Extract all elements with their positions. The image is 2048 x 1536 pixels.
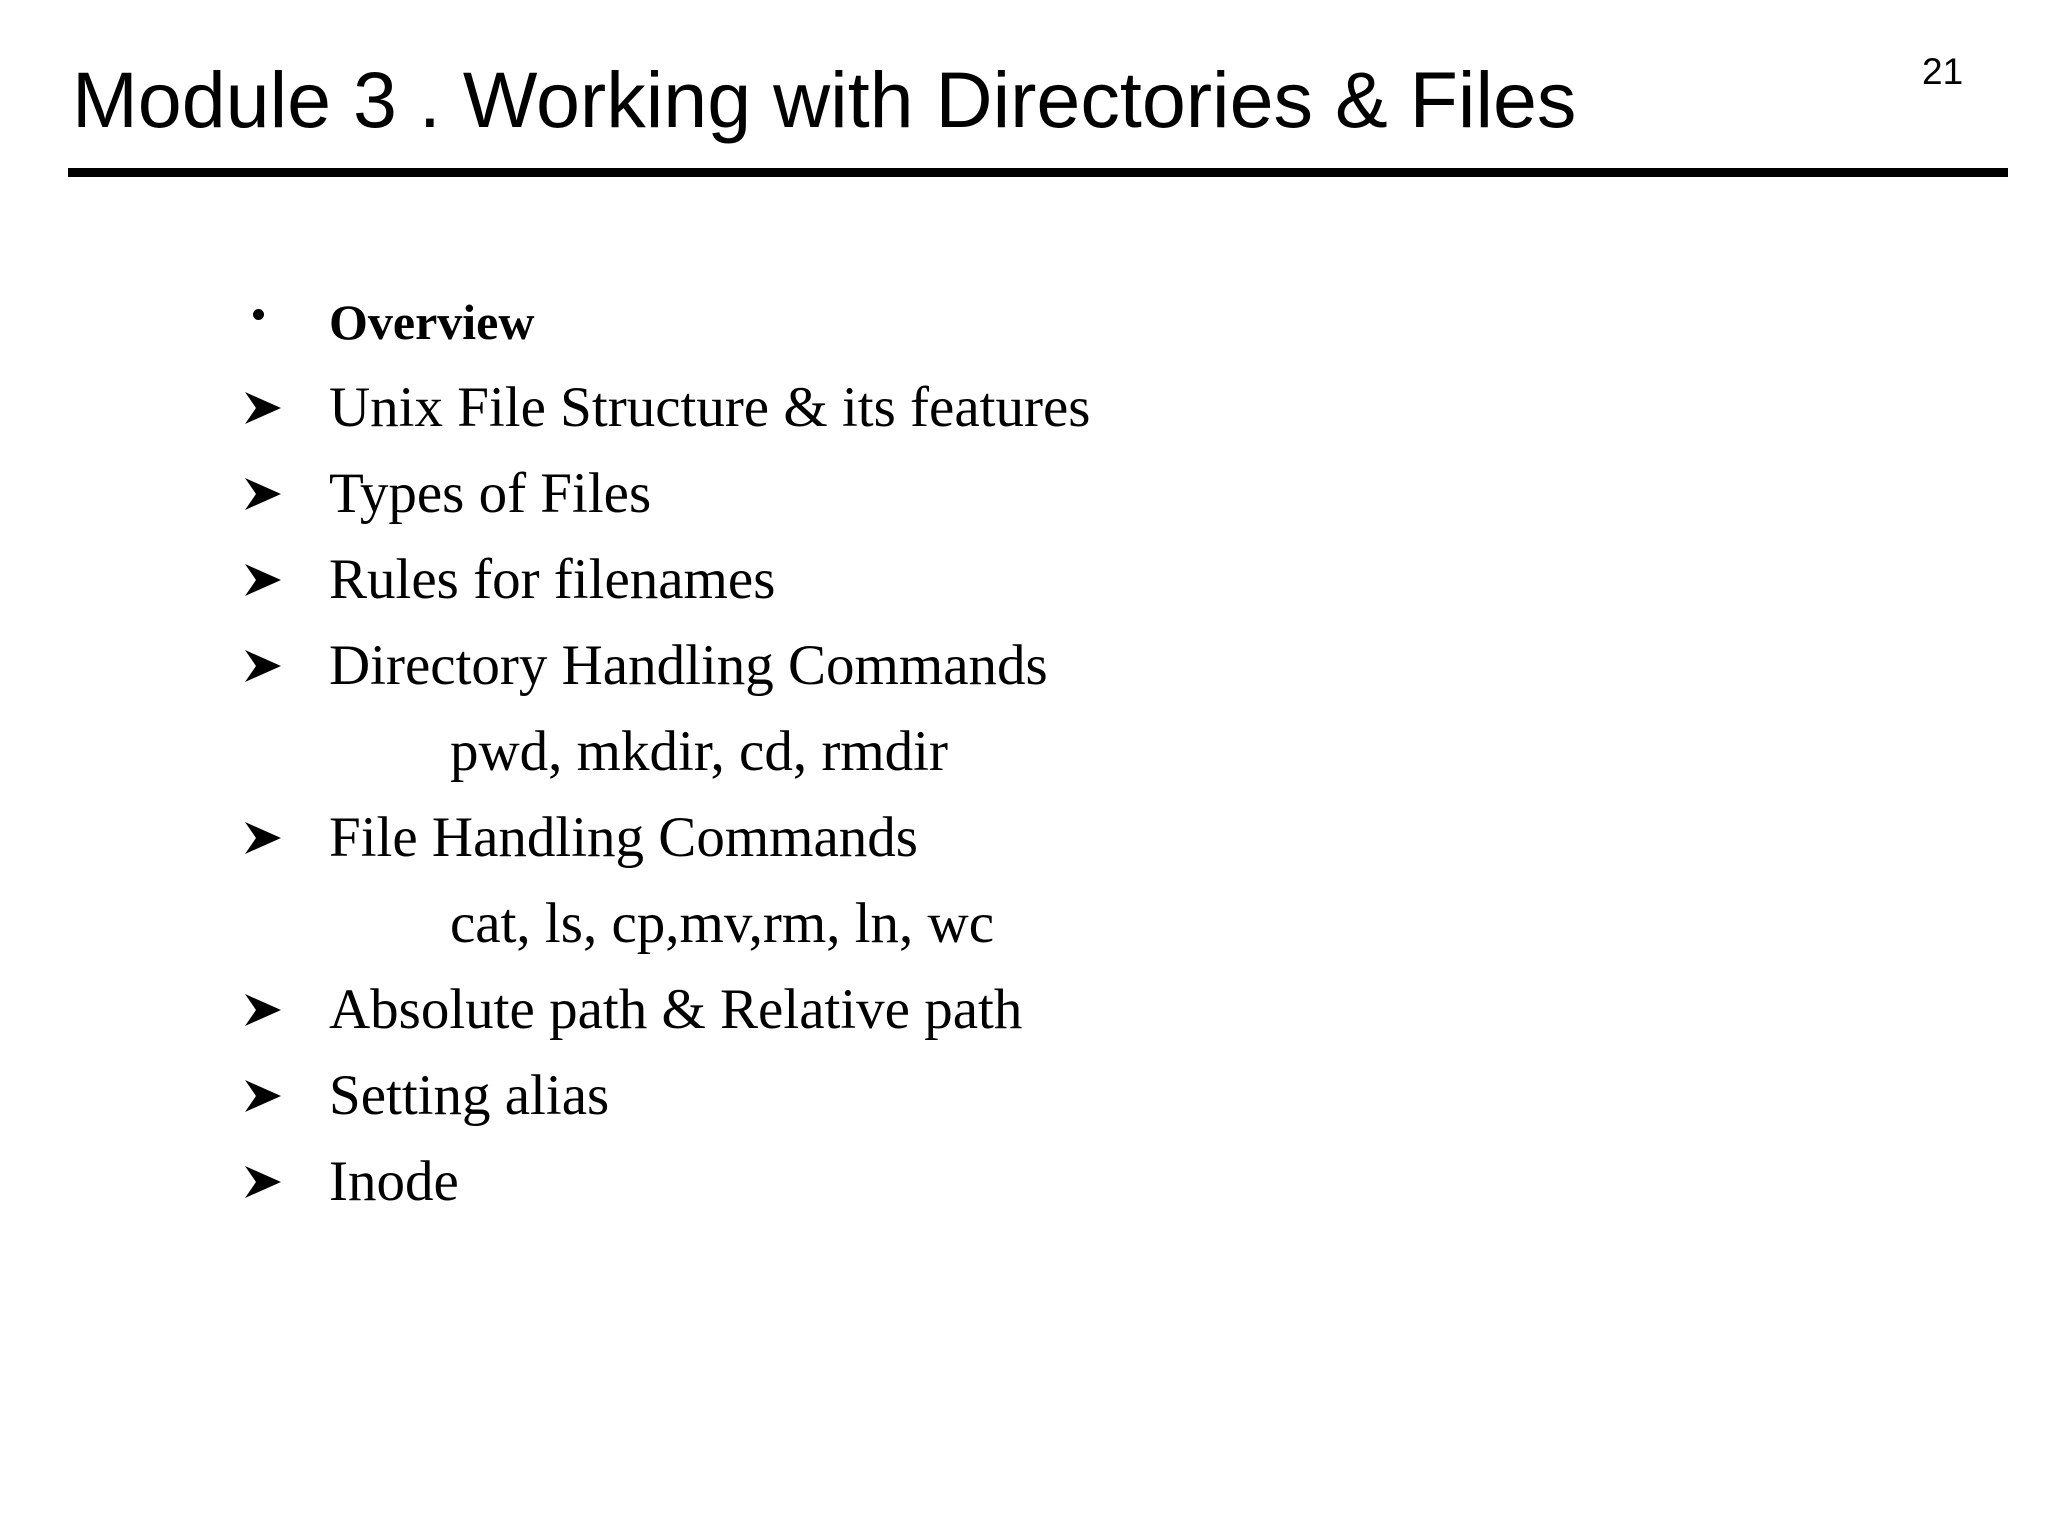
list-item-label: Unix File Structure & its features bbox=[329, 376, 1091, 439]
list-item-detail-text: cat, ls, cp,mv,rm, ln, wc bbox=[450, 892, 995, 955]
list-item-label: Inode bbox=[329, 1150, 459, 1213]
arrow-bullet-icon bbox=[244, 795, 294, 881]
list-item-label: Types of Files bbox=[329, 462, 652, 525]
list-item-detail-text: pwd, mkdir, cd, rmdir bbox=[450, 720, 948, 783]
arrow-bullet-icon bbox=[244, 451, 294, 537]
page-number: 21 bbox=[1922, 51, 1964, 92]
bullet-dot-icon bbox=[244, 279, 294, 365]
list-item-label: Rules for filenames bbox=[329, 548, 776, 611]
title-divider bbox=[68, 168, 2008, 177]
arrow-bullet-icon bbox=[244, 967, 294, 1053]
arrow-bullet-icon bbox=[244, 537, 294, 623]
outline-heading-label: Overview bbox=[329, 294, 535, 350]
list-item-label: Setting alias bbox=[329, 1064, 610, 1127]
arrow-bullet-icon bbox=[244, 365, 294, 451]
arrow-bullet-icon bbox=[244, 623, 294, 709]
list-item-label: Absolute path & Relative path bbox=[329, 978, 1023, 1041]
list-item-label: Directory Handling Commands bbox=[329, 634, 1048, 697]
list-item-label: File Handling Commands bbox=[329, 806, 918, 869]
arrow-bullet-icon bbox=[244, 1139, 294, 1225]
slide-title: Module 3 . Working with Directories & Files bbox=[72, 55, 1577, 144]
arrow-bullet-icon bbox=[244, 1053, 294, 1139]
